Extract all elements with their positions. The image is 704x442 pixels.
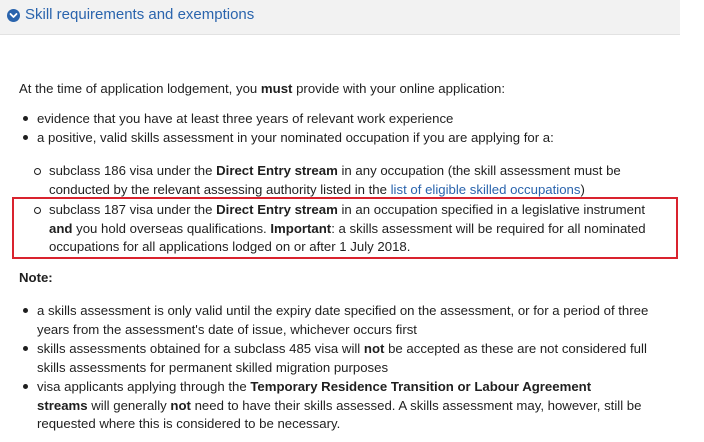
note-item-3-line2 (37, 396, 641, 415)
text-bold: not (363, 341, 385, 356)
intro-text (19, 79, 505, 98)
note-heading (19, 268, 53, 287)
text-bold: Important (270, 221, 332, 236)
text: will generally (87, 398, 171, 413)
note-item-3-line1 (37, 377, 591, 396)
section-header[interactable] (0, 0, 680, 35)
text: be accepted as these are not considered full (384, 341, 647, 356)
subclass-187-line1 (49, 200, 645, 219)
bullet-icon (23, 135, 28, 140)
note-item-1-line2: years from the assessment's date of issue, whichever occurs first (37, 322, 417, 337)
text-bold: streams (37, 398, 88, 413)
subclass-187-line3: occupations for all applications lodged on or after 1 July 2018. (49, 239, 411, 254)
subclass-187-line2 (49, 219, 646, 238)
section-title[interactable]: Skill requirements and exemptions (25, 6, 255, 23)
intro-post: provide with your online application: (292, 81, 506, 96)
eligible-occupations-link[interactable]: list of eligible skilled occupations (390, 182, 581, 197)
text: subclass 187 visa under the (49, 202, 217, 217)
text: skills assessments obtained for a subclass 485 visa will (37, 341, 364, 356)
bullet-icon (23, 308, 28, 313)
circle-bullet-icon (34, 207, 41, 214)
text-bold: Temporary Residence Transition or Labour Agreement (250, 379, 592, 394)
bullet-icon (23, 116, 28, 121)
text-bold: Direct Entry stream (216, 163, 338, 178)
text: visa applicants applying through the (37, 379, 251, 394)
intro-pre: At the time of application lodgement, you (19, 81, 261, 96)
text: you hold overseas qualifications. (72, 221, 271, 236)
note-item-1-line1: a skills assessment is only valid until the expiry date specified on the assessment, or for a period of three (37, 303, 649, 318)
bullet-icon (23, 384, 28, 389)
note-item-2-line2: skills assessments for permanent skilled migration purposes (37, 360, 389, 375)
circle-bullet-icon (34, 168, 41, 175)
subclass-186-line1 (49, 161, 621, 180)
text: in any occupation (the skill assessment must be (337, 163, 621, 178)
requirement-item: evidence that you have at least three years of relevant work experience (37, 111, 454, 126)
requirement-item: a positive, valid skills assessment in your nominated occupation if you are applying for a: (37, 130, 554, 145)
text: conducted by the relevant assessing authority listed in the (49, 182, 391, 197)
note-item-2-line1 (37, 339, 647, 358)
text: ) (580, 182, 585, 197)
text-bold: not (170, 398, 191, 413)
text: in an occupation specified in a legislative instrument (337, 202, 645, 217)
text-bold: Note: (19, 270, 53, 285)
text-bold: and (49, 221, 73, 236)
text: : a skills assessment will be required for all nominated (331, 221, 646, 236)
chevron-down-circle-icon[interactable] (7, 9, 20, 22)
intro-bold: must (260, 81, 293, 96)
text-bold: Direct Entry stream (216, 202, 338, 217)
note-item-3-line3: requested where this is considered to be necessary. (37, 416, 341, 431)
text: subclass 186 visa under the (49, 163, 217, 178)
text: need to have their skills assessed. A skills assessment may, however, still be (190, 398, 642, 413)
bullet-icon (23, 346, 28, 351)
